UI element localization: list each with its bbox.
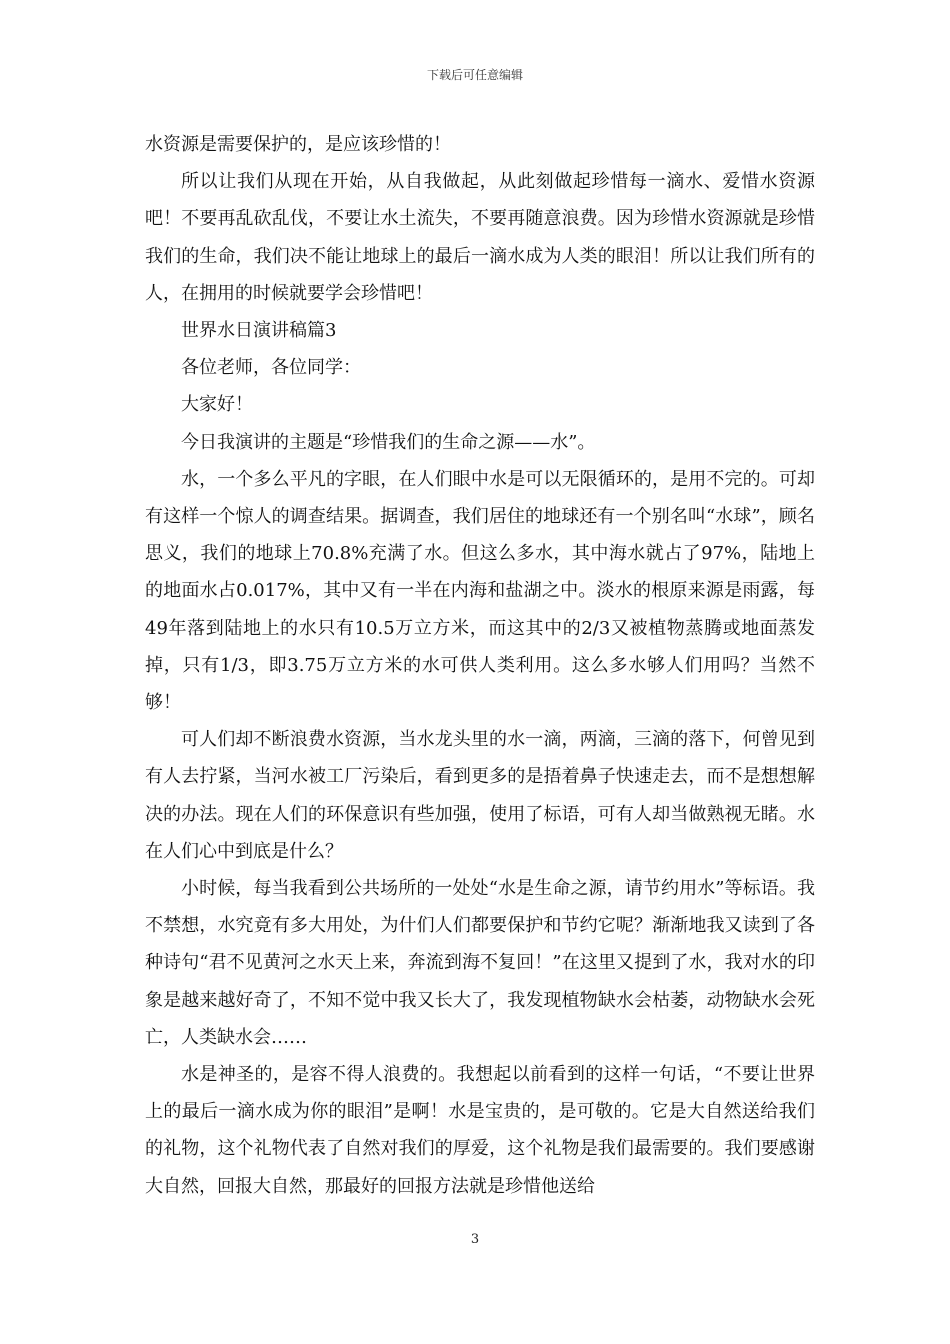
section-title: 世界水日演讲稿篇3: [181, 320, 337, 342]
page-number: 3: [470, 1232, 480, 1247]
paragraph-sacred: 水是神圣的，是容不得人浪费的。我想起以前看到的这样一句话，“不要让世界上的最后一滴水成为你的眼泪”是啊！水是宝贵的，是可敬的。它是大自然送给我们的礼物，这个礼物代表了自然对我们的厚爱，这个礼物是我们最需要的。我们要感谢大自然，回报大自然，那最好的回报方法就是珍惜他送给: [145, 1064, 815, 1197]
paragraph-1: 水资源是需要保护的，是应该珍惜的！: [145, 134, 451, 155]
salutation: 各位老师，各位同学：: [181, 357, 361, 379]
greeting: 大家好！: [181, 394, 253, 416]
paragraph-water-facts: 水，一个多么平凡的字眼，在人们眼中水是可以无限循环的，是用不完的。可却有这样一个惊人的调查结果。据调查，我们居住的地球还有一个别名叫“水球”，顾名思义，我们的地球上70.8%充满了水。但这么多水，其中海水就占了97%，陆地上的地面水占0.017%，其中又有一半在内海和盐湖之中。淡水的根原来源是雨露，每49年落到陆地上的水只有10.5万立方米，而这其中的2/3又被植物蒸腾或地面蒸发掉，只有1/3，即3.75万立方米的水可供人类利用。这么多水够人们用吗？当然不够！: [145, 468, 815, 714]
paragraph-waste: 可人们却不断浪费水资源，当水龙头里的水一滴，两滴，三滴的落下，何曾见到有人去拧紧，当河水被工厂污染后，看到更多的是捂着鼻子快速走去，而不是想想解决的办法。现在人们的环保意识有些加强，使用了标语，可有人却当做熟视无睹。水在人们心中到底是什么？: [145, 729, 815, 862]
paragraph-childhood: 小时候，每当我看到公共场所的一处处“水是生命之源，请节约用水”等标语。我不禁想，水究竟有多大用处，为什们人们都要保护和节约它呢？渐渐地我又读到了各种诗句“君不见黄河之水天上来，奔流到海不复回！”在这里又提到了水，我对水的印象是越来越好奇了，不知不觉中我又长大了，我发现植物缺水会枯萎，动物缺水会死亡，人类缺水会……: [145, 878, 815, 1048]
page-header: 下载后可任意编辑: [426, 68, 523, 82]
document-body: [145, 126, 815, 1205]
paragraph-2: 所以让我们从现在开始，从自我做起，从此刻做起珍惜每一滴水、爱惜水资源吧！不要再乱砍乱伐，不要让水土流失，不要再随意浪费。因为珍惜水资源就是珍惜我们的生命，我们决不能让地球上的最后一滴水成为人类的眼泪！所以让我们所有的人，在拥用的时候就要学会珍惜吧！: [145, 171, 815, 304]
speech-topic: 今日我演讲的主题是“珍惜我们的生命之源——水”。: [181, 431, 596, 453]
